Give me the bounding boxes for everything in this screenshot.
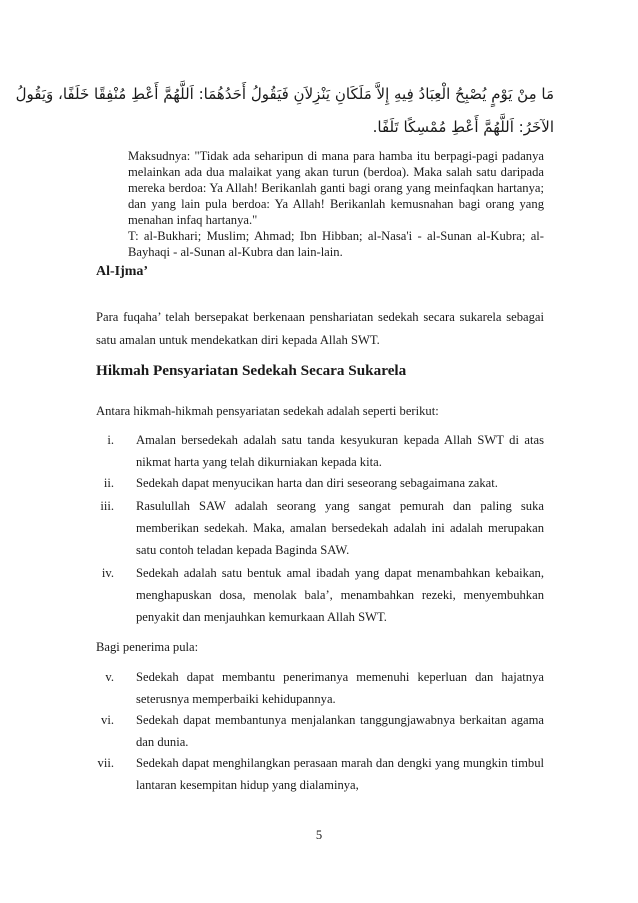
- list-item-number: v.: [105, 670, 114, 684]
- list-item-text: Sedekah dapat membantunya menjalankan tanggungjawabnya berkaitan agama dan dunia.: [136, 713, 544, 749]
- ijma-paragraph: Para fuqaha’ telah bersepakat berkenaan penshariatan sedekah secara sukarela sebagai satu amalan untuk mendekatkan diri kepada Allah SWT.: [96, 310, 544, 347]
- hadith-meaning: Maksudnya: "Tidak ada seharipun di mana para hamba itu berpagi-pagi padanya melainkan ada dua malaikat yang akan turun (berdoa). Maka salah satu daripada mereka berdoa: Ya Allah! Berikanlah ganti bagi orang yang meinfaqkan hartanya; dan yang lain pula berdoa: Ya Allah! Berikanlah kemusnahan bagi orang yang menahan infaq hartanya.": [128, 149, 544, 227]
- hadith-arabic-line-1: مَا مِنْ يَوْمٍ يُصْبِحُ الْعِبَادُ فِيهِ إِلاَّ مَلَكَانِ يَنْزِلاَنِ فَيَقُولُ أَحَدُهُمَا: اَللَّهُمَّ أَعْطِ مُنْفِقًا خَلَفًا، وَيَقُولُ: [15, 85, 554, 103]
- hadith-reference: T: al-Bukhari; Muslim; Ahmad; Ibn Hibban; al-Nasa'i - al-Sunan al-Kubra; al-Bayhaqi - al-Sunan al-Kubra dan lain-lain.: [128, 229, 544, 259]
- hikmah-intro: Antara hikmah-hikmah pensyariatan sedekah adalah seperti berikut:: [96, 404, 439, 418]
- list-item-text: Amalan bersedekah adalah satu tanda kesyukuran kepada Allah SWT di atas nikmat harta yang telah dikurniakan kepada kita.: [136, 433, 544, 469]
- hadith-arabic-line-2: الآخَرُ: اَللَّهُمَّ أَعْطِ مُمْسِكًا تَلَفًا.: [372, 118, 554, 136]
- list-item-number: iii.: [100, 499, 114, 513]
- page-number: 5: [315, 828, 323, 842]
- list-item-number: i.: [107, 433, 114, 447]
- recipient-intro: Bagi penerima pula:: [96, 640, 199, 654]
- list-item-number: vii.: [97, 756, 114, 770]
- list-item-number: iv.: [101, 566, 114, 580]
- hikmah-heading: Hikmah Pensyariatan Sedekah Secara Sukarela: [96, 362, 407, 379]
- ijma-heading: Al-Ijma’: [96, 264, 149, 279]
- list-item-text: Rasulullah SAW adalah seorang yang sangat pemurah dan paling suka memberikan sedekah. Maka, amalan bersedekah adalah ini adalah merupakan satu contoh teladan kepada Baginda SAW.: [136, 499, 544, 557]
- list-item-number: vi.: [101, 713, 114, 727]
- list-item-text: Sedekah dapat menghilangkan perasaan marah dan dengki yang mungkin timbul lantaran kesempitan hidup yang dialaminya,: [136, 756, 544, 792]
- list-item-text: Sedekah dapat membantu penerimanya memenuhi keperluan dan hajatnya seterusnya memperbaiki kehidupannya.: [136, 670, 544, 706]
- list-item-text: Sedekah adalah satu bentuk amal ibadah yang dapat menambahkan kebaikan, menghapuskan dosa, menolak bala’, menambahkan rezeki, menyembuhkan penyakit dan menjauhkan kemurkaan Allah SWT.: [136, 566, 544, 624]
- list-item-number: ii.: [103, 476, 114, 490]
- list-item-text: Sedekah dapat menyucikan harta dan diri seseorang sebagaimana zakat.: [136, 476, 498, 490]
